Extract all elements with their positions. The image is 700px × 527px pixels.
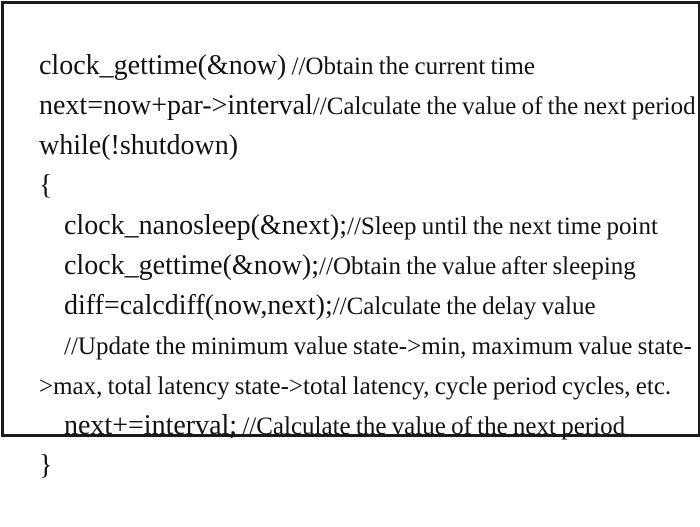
code-listing-box — [1, 1, 700, 481]
comment-text: //Calculate the value of the next period — [237, 413, 626, 440]
comment-text: >max, total latency state->total latency, cycle period cycles, etc. — [39, 373, 672, 400]
comment-text: //Sleep until the next time point — [347, 213, 658, 240]
comment-text: //Calculate the delay value — [332, 293, 596, 320]
code-text: } — [39, 450, 53, 481]
code-line — [11, 166, 698, 241]
comment-text: //Update the minimum value state->min, maximum value state- — [64, 333, 692, 360]
comment-text: //Calculate the value of the next period — [312, 93, 696, 120]
code-text: clock_nanosleep(&next); — [64, 210, 348, 241]
code-text: diff=calcdiff(now,next); — [64, 290, 333, 321]
code-text: next+=interval; — [64, 410, 238, 441]
code-text: clock_gettime(&now) — [39, 50, 287, 81]
code-line — [11, 6, 698, 81]
comment-text: //Obtain the value after sleeping — [319, 253, 636, 280]
code-text: { — [39, 170, 53, 201]
code-text: while(!shutdown) — [39, 130, 239, 161]
comment-text: //Obtain the current time — [286, 53, 535, 80]
code-text: clock_gettime(&now); — [64, 250, 320, 281]
code-text: next=now+par->interval — [39, 90, 313, 121]
